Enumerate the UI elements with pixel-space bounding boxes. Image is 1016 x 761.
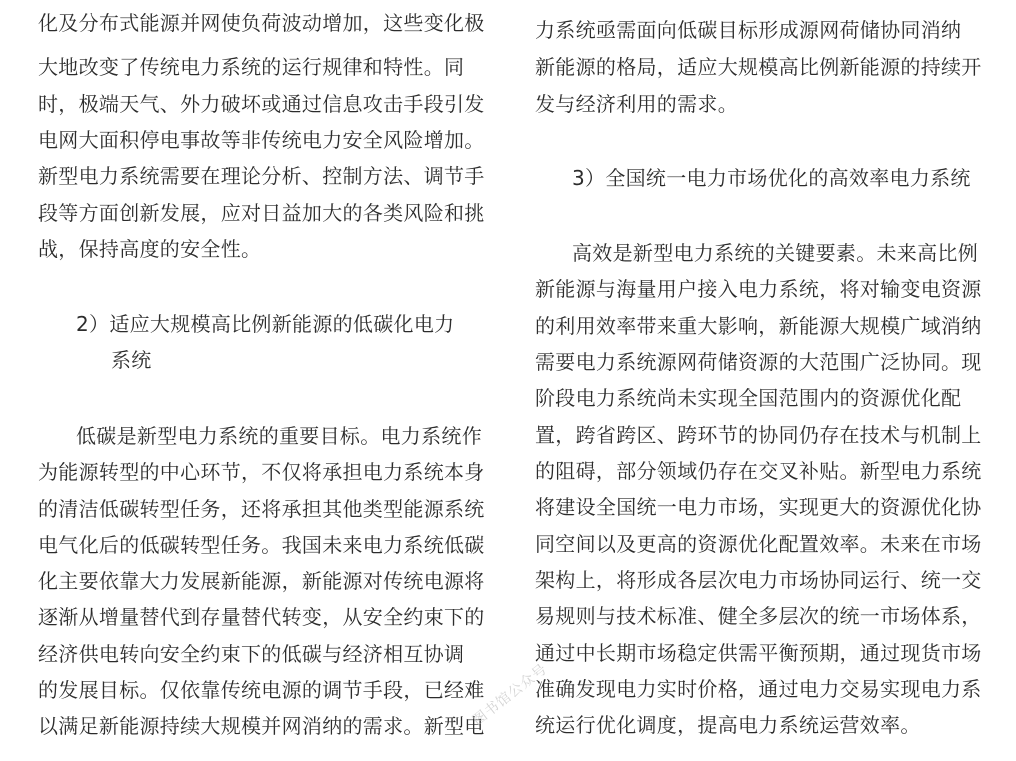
paragraph-line: 将建设全国统一电力市场，实现更大的资源优化协 xyxy=(535,495,982,519)
paragraph-line: 新型电力系统需要在理论分析、控制方法、调节手 xyxy=(38,164,485,188)
paragraph-line: 高效是新型电力系统的关键要素。未来高比例 xyxy=(572,241,978,265)
paragraph-line: 大地改变了传统电力系统的运行规律和特性。同 xyxy=(38,55,465,79)
paragraph-line: 化主要依靠大力发展新能源，新能源对传统电源将 xyxy=(38,569,485,593)
paragraph-line: 以满足新能源持续大规模并网消纳的需求。新型电 xyxy=(38,714,485,738)
paragraph-line: 置，跨省跨区、跨环节的协同仍存在技术与机制上 xyxy=(535,423,982,447)
paragraph-line: 战，保持高度的安全性。 xyxy=(38,237,262,261)
paragraph-line: 准确发现电力实时价格，通过电力交易实现电力系 xyxy=(535,677,982,701)
section-heading: 3）全国统一电力市场优化的高效率电力系统 xyxy=(572,166,971,190)
paragraph-line: 新能源与海量用户接入电力系统，将对输变电资源 xyxy=(535,277,982,301)
section-heading-continuation: 系统 xyxy=(111,348,152,372)
paragraph-line: 逐渐从增量替代到存量替代转变，从安全约束下的 xyxy=(38,605,485,629)
paragraph-line: 时，极端天气、外力破坏或通过信息攻击手段引发 xyxy=(38,92,485,116)
paragraph-line: 发与经济利用的需求。 xyxy=(535,92,738,116)
paragraph-line: 易规则与技术标准、健全多层次的统一市场体系， xyxy=(535,604,982,628)
section-heading: 2）适应大规模高比例新能源的低碳化电力 xyxy=(76,312,455,336)
paragraph-line: 为能源转型的中心环节，不仅将承担电力系统本身 xyxy=(38,460,485,484)
watermark: 图书馆公众号 xyxy=(469,660,551,729)
paragraph-line: 通过中长期市场稳定供需平衡预期，通过现货市场 xyxy=(535,641,982,665)
paragraph-line: 电网大面积停电事故等非传统电力安全风险增加。 xyxy=(38,128,485,152)
paragraph-line: 架构上，将形成各层次电力市场协同运行、统一交 xyxy=(535,568,982,592)
paragraph-line: 电气化后的低碳转型任务。我国未来电力系统低碳 xyxy=(38,533,485,557)
paragraph-line: 的利用效率带来重大影响，新能源大规模广域消纳 xyxy=(535,314,982,338)
paragraph-line: 需要电力系统源网荷储资源的大范围广泛协同。现 xyxy=(535,350,982,374)
paragraph-line: 新能源的格局，适应大规模高比例新能源的持续开 xyxy=(535,55,982,79)
paragraph-line: 力系统亟需面向低碳目标形成源网荷储协同消纳 xyxy=(535,18,962,42)
paragraph-line: 的发展目标。仅依靠传统电源的调节手段，已经难 xyxy=(38,678,485,702)
paragraph-line: 统运行优化调度，提高电力系统运营效率。 xyxy=(535,713,921,737)
paragraph-line: 化及分布式能源并网使负荷波动增加，这些变化极 xyxy=(38,11,485,35)
paragraph-line: 阶段电力系统尚未实现全国范围内的资源优化配 xyxy=(535,386,962,410)
paragraph-line: 段等方面创新发展，应对日益加大的各类风险和挑 xyxy=(38,201,485,225)
paragraph-line: 的清洁低碳转型任务，还将承担其他类型能源系统 xyxy=(38,497,485,521)
paragraph-line: 同空间以及更高的资源优化配置效率。未来在市场 xyxy=(535,532,982,556)
paragraph-line: 的阻碍，部分领域仍存在交叉补贴。新型电力系统 xyxy=(535,459,982,483)
paragraph-line: 低碳是新型电力系统的重要目标。电力系统作 xyxy=(76,424,482,448)
paragraph-line: 经济供电转向安全约束下的低碳与经济相互协调 xyxy=(38,642,465,666)
